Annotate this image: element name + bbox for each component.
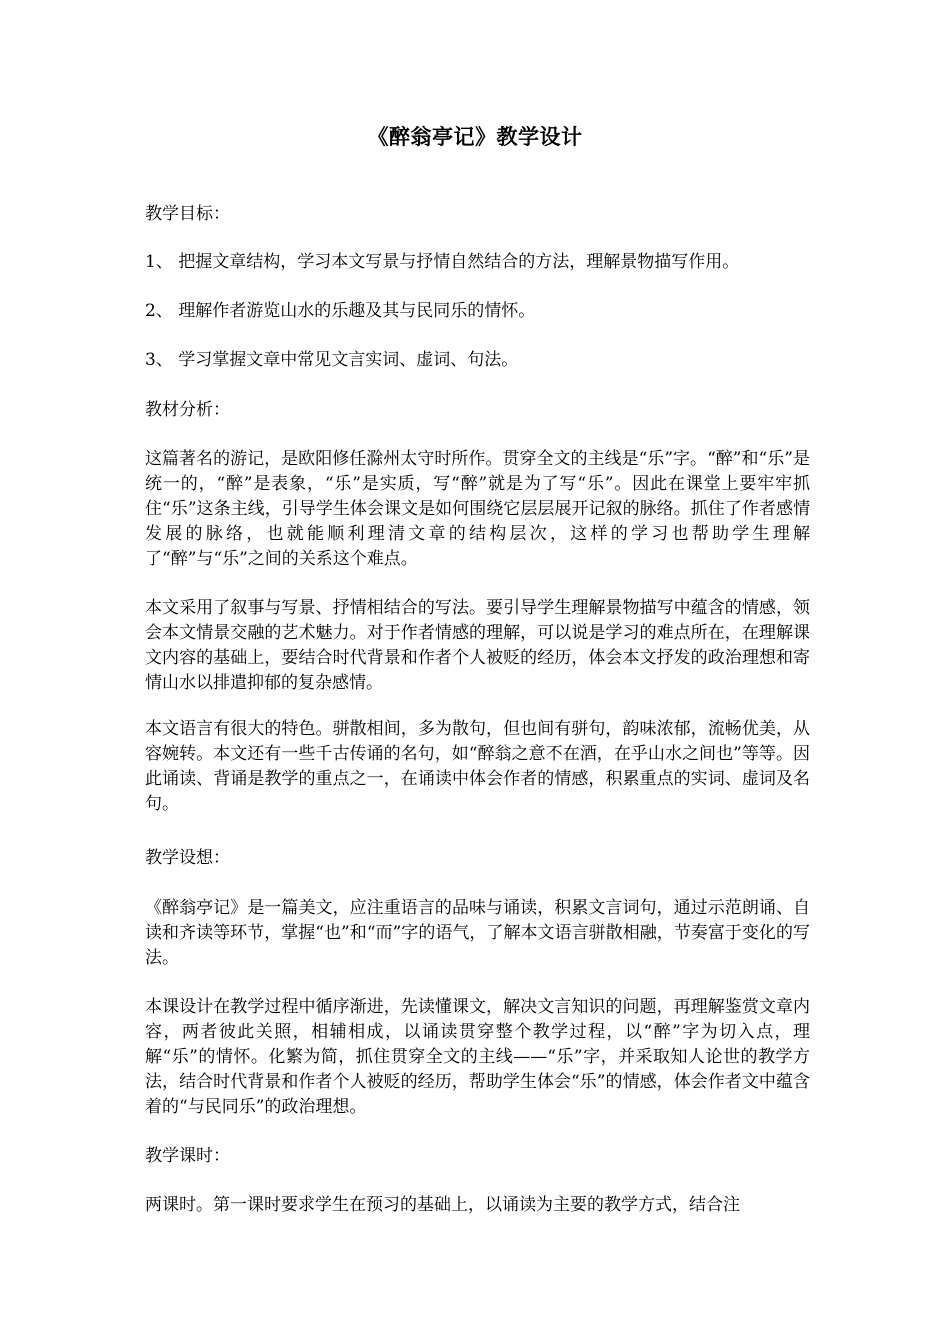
schedule-paragraph-1: 两课时。第一课时要求学生在预习的基础上，以诵读为主要的教学方式，结合注 [145, 1195, 740, 1215]
objective-item-3: 3、 学习掌握文章中常见文言实词、虚词、句法。 [145, 350, 519, 370]
analysis-paragraph-3: 本文语言有很大的特色。骈散相间，多为散句，但也间有骈句，韵味浓郁，流畅优美，从容婉转。本文还有一些千古传诵的名句，如“醉翁之意不在酒，在乎山水之间也”等等。因此诵读、背诵是教学的重点之一，在诵读中体会作者的情感，积累重点的实词、虚词及名句。 [145, 719, 810, 814]
concept-paragraph-1: 《醉翁亭记》是一篇美文，应注重语言的品味与诵读，积累文言词句，通过示范朗诵、自读和齐读等环节，掌握“也”和“而”字的语气，了解本文语言骈散相融，节奏富于变化的写法。 [145, 898, 810, 968]
concept-paragraph-2: 本课设计在教学过程中循序渐进，先读懂课文，解决文言知识的问题，再理解鉴赏文章内容，两者彼此关照，相辅相成，以诵读贯穿整个教学过程，以“醉”字为切入点，理解“乐”的情怀。化繁为简，抓住贯穿全文的主线——“乐”字，并采取知人论世的教学方法，结合时代背景和作者个人被贬的经历，帮助学生体会“乐”的情感，体会作者文中蕴含着的“与民同乐”的政治理想。 [145, 997, 810, 1117]
section-heading-concept: 教学设想： [145, 848, 230, 868]
objective-item-1: 1、 把握文章结构，学习本文写景与抒情自然结合的方法，理解景物描写作用。 [145, 252, 740, 272]
section-heading-schedule: 教学课时： [145, 1146, 230, 1166]
objective-item-2: 2、 理解作者游览山水的乐趣及其与民同乐的情怀。 [145, 301, 536, 321]
section-heading-objectives: 教学目标： [145, 204, 230, 224]
analysis-paragraph-1: 这篇著名的游记，是欧阳修任滁州太守时所作。贯穿全文的主线是“乐”字。“醉”和“乐”是统一的，“醉”是表象，“乐”是实质，写“醉”就是为了写“乐”。因此在课堂上要牢牢抓住“乐”这条主线，引导学生体会课文是如何围绕它层层展开记叙的脉络。抓住了作者感情发展的脉络，也就能顺利理清文章的结构层次，这样的学习也帮助学生理解了“醉”与“乐”之间的关系这个难点。 [145, 449, 810, 569]
analysis-paragraph-2: 本文采用了叙事与写景、抒情相结合的写法。要引导学生理解景物描写中蕴含的情感，领会本文情景交融的艺术魅力。对于作者情感的理解，可以说是学习的难点所在，在理解课文内容的基础上，要结合时代背景和作者个人被贬的经历，体会本文抒发的政治理想和寄情山水以排遣抑郁的复杂感情。 [145, 598, 810, 693]
section-heading-analysis: 教材分析： [145, 400, 230, 420]
document-title: 《醉翁亭记》教学设计 [367, 125, 583, 149]
